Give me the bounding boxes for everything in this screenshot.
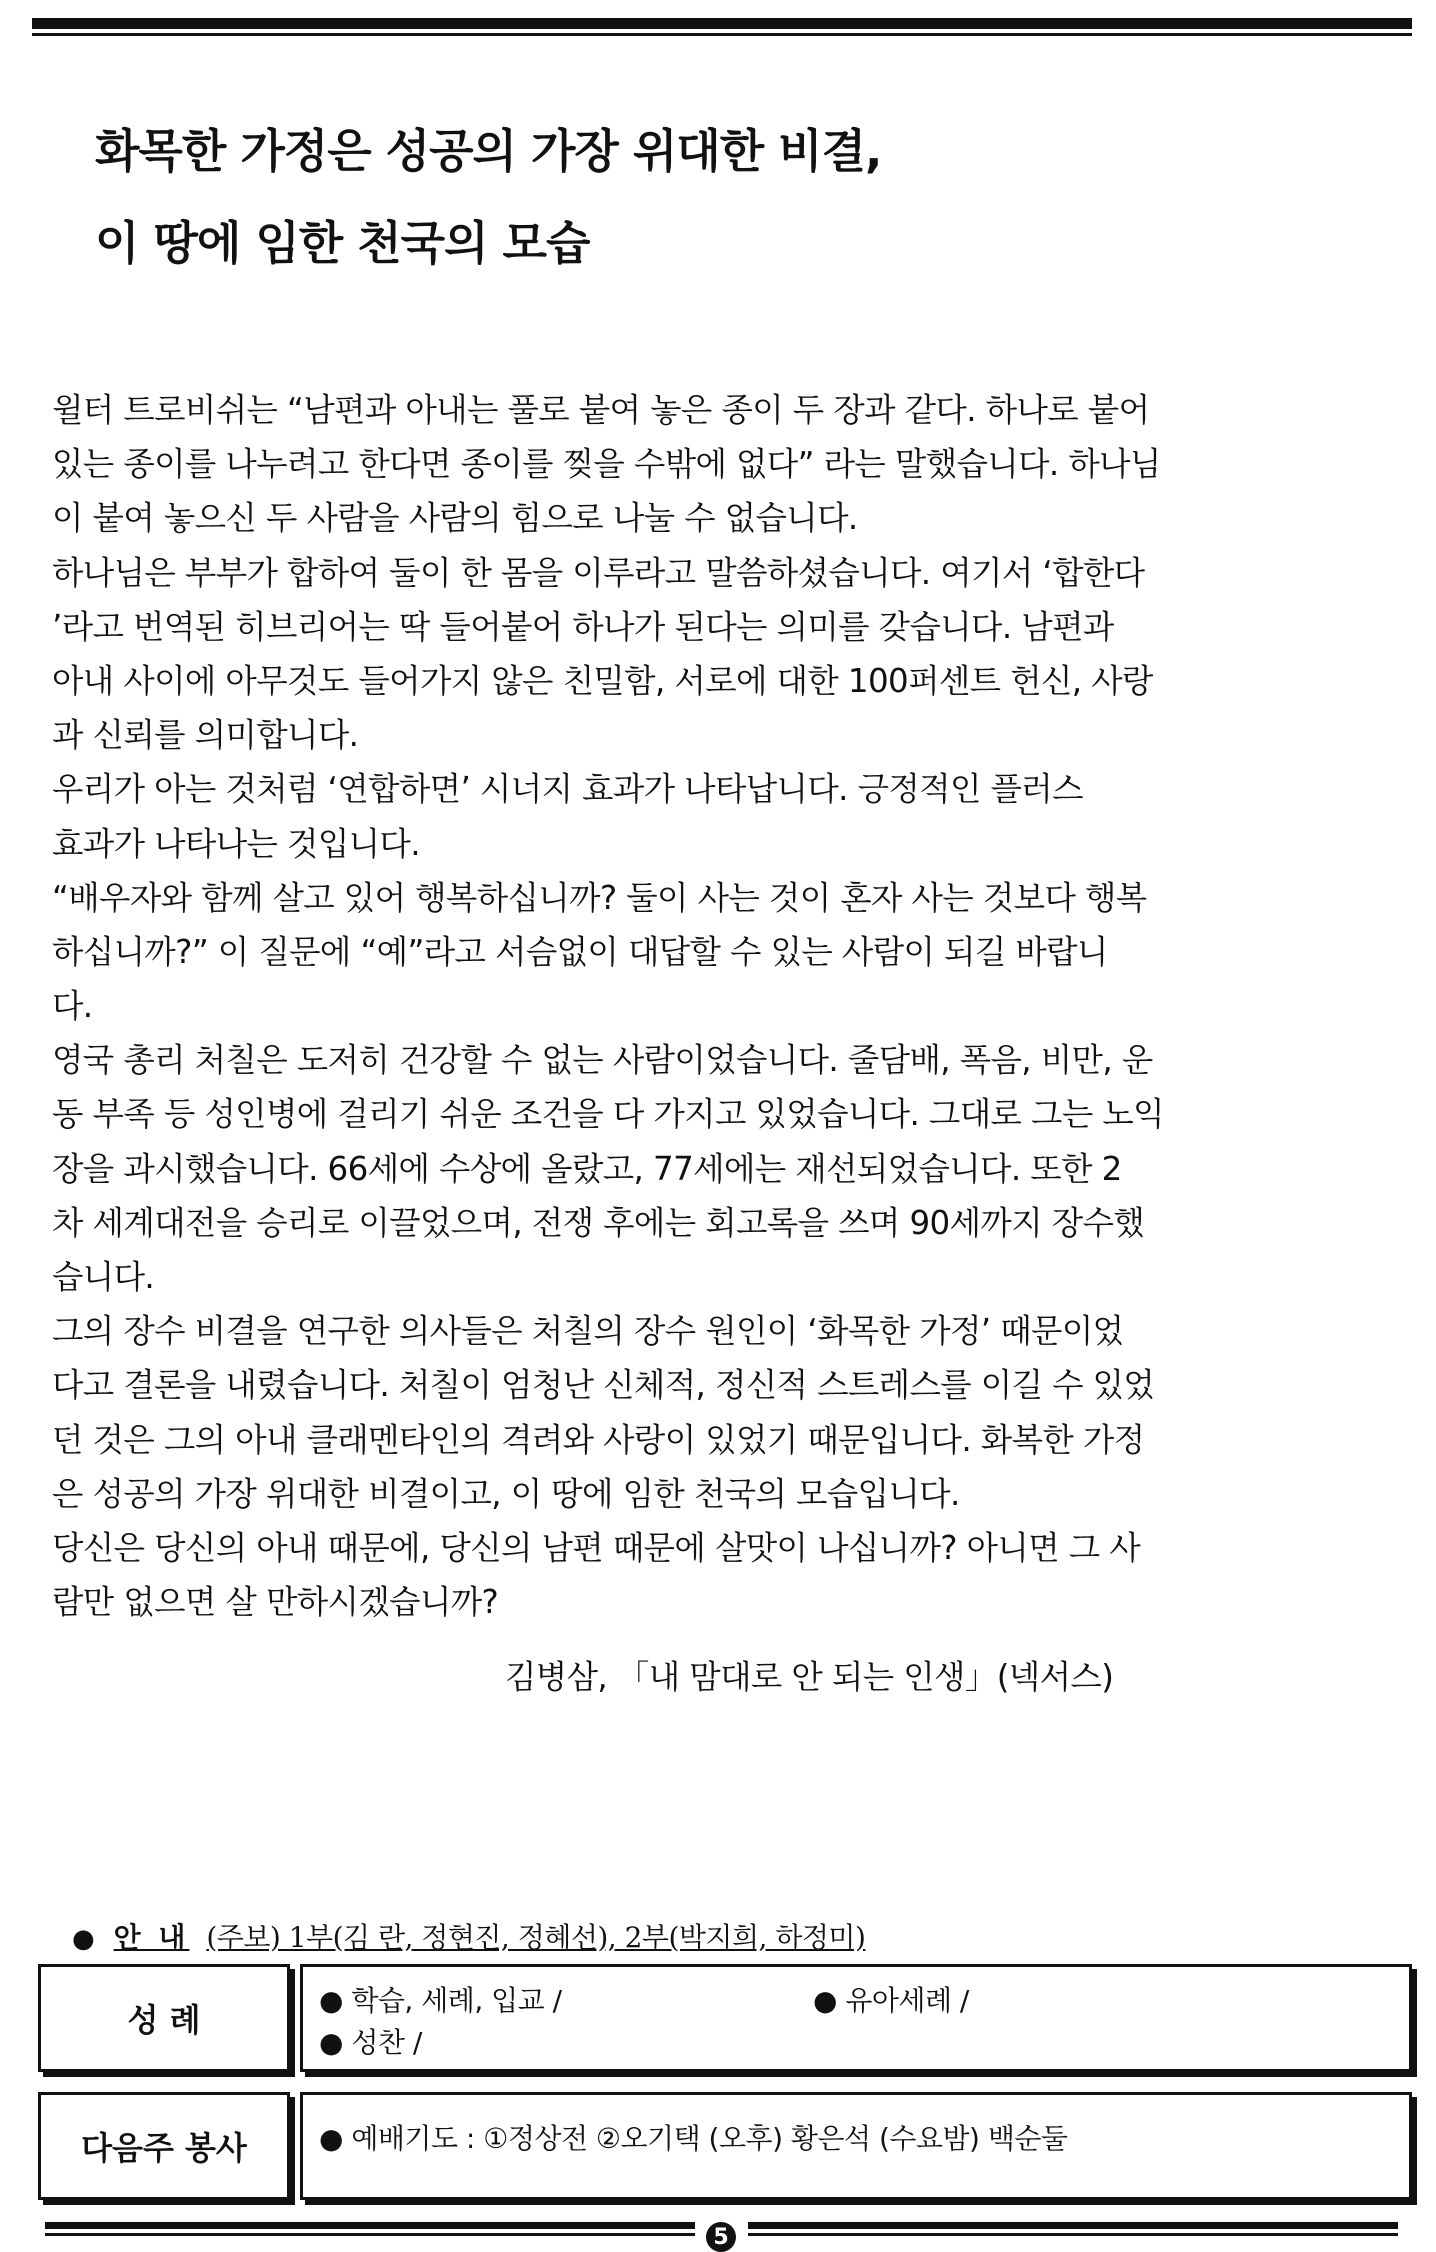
body-line: ’라고 번역된 히브리어는 딱 들어붙어 하나가 된다는 의미를 갖습니다. 남편과 (52, 607, 1114, 646)
body-line: 과 신뢰를 의미합니다. (52, 716, 359, 755)
body-line: 장을 과시했습니다. 66세에 수상에 올랐고, 77세에는 재선되었습니다. 또한 2 (52, 1149, 1122, 1188)
body-line: 있는 종이를 나누려고 한다면 종이를 찢을 수밖에 없다” 라는 말했습니다. 하나님 (52, 445, 1161, 484)
article-title (95, 105, 882, 289)
sacrament-label: 성 례 (127, 2001, 201, 2039)
sacrament-item: ● 유아세례 / (813, 1984, 969, 2017)
sacrament-item: ● 학습, 세례, 입교 / (319, 1984, 562, 2017)
sacrament-content-box (300, 1964, 1412, 2072)
body-line: 던 것은 그의 아내 클래멘타인의 격려와 사랑이 있었기 때문입니다. 화복한 가정 (52, 1420, 1145, 1459)
title-line: 화목한 가정은 성공의 가장 위대한 비결, (95, 124, 882, 178)
body-line: 람만 없으면 살 만하시겠습니까? (52, 1583, 499, 1622)
body-line: 윌터 트로비쉬는 “남편과 아내는 풀로 붙여 놓은 종이 두 장과 같다. 하나로 붙어 (52, 391, 1150, 429)
body-line: 효과가 나타나는 것입니다. (52, 824, 420, 863)
body-line: 당신은 당신의 아내 때문에, 당신의 남편 때문에 살맛이 나십니까? 아니면 그 사 (52, 1528, 1141, 1567)
bottom-rule (748, 2233, 1398, 2236)
body-line: 동 부족 등 성인병에 걸리기 쉬운 조건을 다 가지고 있었습니다. 그대로 그는 노익 (52, 1095, 1164, 1134)
citation: 김병삼, 「내 맘대로 안 되는 인생」(넥서스) (505, 1658, 1114, 1696)
page-number: 5 (706, 2222, 736, 2252)
sacrament-item: ● 성찬 / (319, 2026, 422, 2059)
bottom-rule (748, 2222, 1398, 2229)
service-text: ● 예배기도 : ①정상전 ②오기택 (오후) 황은석 (수요밤) 백순둘 (319, 2122, 1068, 2155)
sacrament-label-box (38, 1964, 290, 2072)
top-rule-thin (32, 33, 1412, 36)
bottom-rule (45, 2233, 695, 2236)
body-line: 하나님은 부부가 합하여 둘이 한 몸을 이루라고 말씀하셨습니다. 여기서 ‘합한다 (52, 553, 1145, 592)
body-line: 그의 장수 비결을 연구한 의사들은 처칠의 장수 원인이 ‘화목한 가정’ 때문이었 (52, 1312, 1124, 1351)
title-line: 이 땅에 임한 천국의 모습 (95, 216, 590, 270)
body-line: 아내 사이에 아무것도 들어가지 않은 친밀함, 서로에 대한 100퍼센트 헌신, 사랑 (52, 661, 1153, 700)
body-line: 차 세계대전을 승리로 이끌었으며, 전쟁 후에는 회고록을 쓰며 90세까지 장수했 (52, 1203, 1145, 1242)
bullet-icon: ● (72, 1924, 95, 1954)
service-label: 다음주 봉사 (81, 2129, 247, 2167)
body-line: 우리가 아는 것처럼 ‘연합하면’ 시너지 효과가 나타납니다. 긍정적인 플러스 (52, 770, 1083, 809)
body-line: 은 성공의 가장 위대한 비결이고, 이 땅에 임한 천국의 모습입니다. (52, 1474, 960, 1513)
body-line: 이 붙여 놓으신 두 사람을 사람의 힘으로 나눌 수 없습니다. (52, 499, 858, 538)
body-line: 영국 총리 처칠은 도저히 건강할 수 없는 사람이었습니다. 줄담배, 폭음, 비만, 운 (52, 1041, 1153, 1080)
notice (72, 1916, 865, 1956)
bottom-rule (45, 2222, 695, 2229)
notice-text: (주보) 1부(김 란, 정현진, 정혜선), 2부(박지희, 하정미) (206, 1921, 866, 1954)
service-content-box (300, 2092, 1412, 2200)
body-line: 다고 결론을 내렸습니다. 처칠이 엄청난 신체적, 정신적 스트레스를 이길 수 있었 (52, 1366, 1155, 1405)
article-body (52, 383, 1392, 1629)
body-line: 습니다. (52, 1258, 155, 1296)
body-line: 하십니까?” 이 질문에 “예”라고 서슴없이 대답할 수 있는 사람이 되길 바랍니 (52, 932, 1108, 971)
top-rule (32, 18, 1412, 29)
body-line: “배우자와 함께 살고 있어 행복하십니까? 둘이 사는 것이 혼자 사는 것보다 행복 (52, 878, 1147, 917)
notice-label: 안 내 (113, 1921, 190, 1954)
service-label-box (38, 2092, 290, 2200)
body-line: 다. (52, 987, 93, 1026)
